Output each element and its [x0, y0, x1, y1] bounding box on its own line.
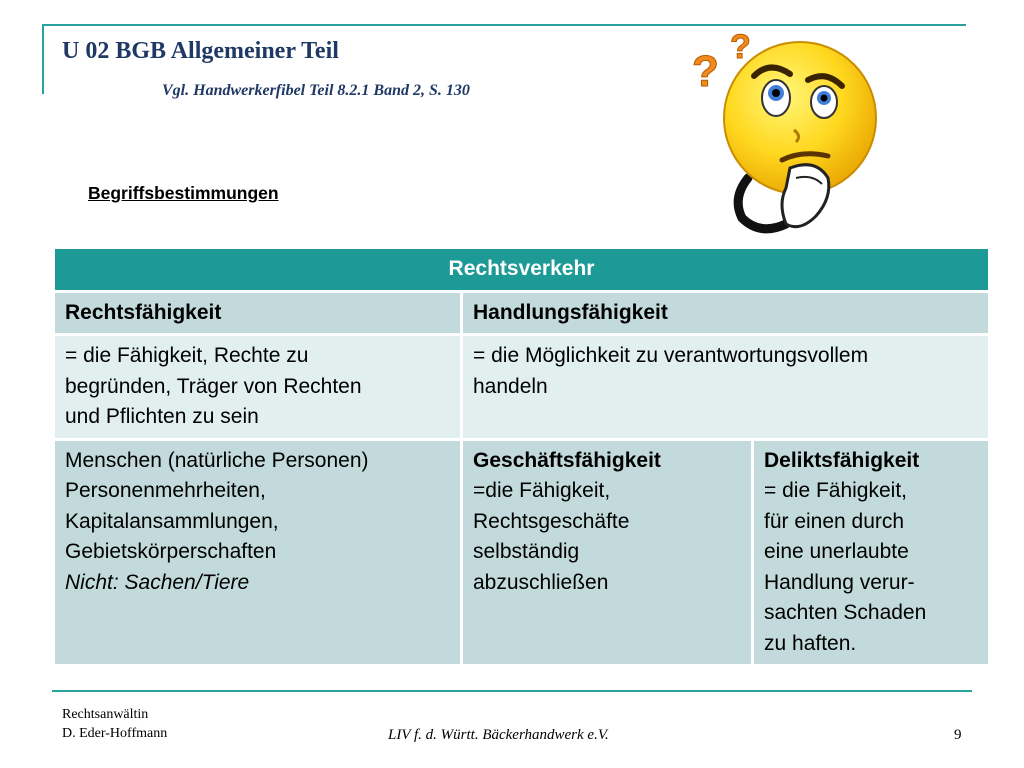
svg-text:?: ? — [730, 28, 751, 66]
definition-row — [54, 335, 990, 440]
deliktsfaehigkeit-title: Deliktsfähigkeit — [764, 448, 920, 472]
definition-handlungsfaehigkeit: = die Möglichkeit zu verantwortungsvollem handeln — [462, 335, 990, 440]
top-rule — [42, 24, 966, 26]
deliktsfaehigkeit-cell: Deliktsfähigkeit = die Fähigkeit, für einen durch eine unerlaubte Handlung verur- sachten Schaden zu haften. — [753, 439, 990, 666]
definition-rechtsfaehigkeit: = die Fähigkeit, Rechte zu begründen, Träger von Rechten und Pflichten zu sein — [54, 335, 462, 440]
footer-author: Rechtsanwältin D. Eder-Hoffmann — [62, 707, 168, 741]
heading-handlungsfaehigkeit: Handlungsfähigkeit — [462, 291, 990, 335]
slide-title: U 02 BGB Allgemeiner Teil — [62, 38, 339, 64]
slide-subtitle: Vgl. Handwerkerfibel Teil 8.2.1 Band 2, S. 130 — [162, 82, 470, 99]
rechtssubjekte-cell: Menschen (natürliche Personen) Personenmehrheiten, Kapitalansammlungen, Gebietskörperschaften Nicht: Sachen/Tiere — [54, 439, 462, 666]
geschaeftsfaehigkeit-cell: Geschäftsfähigkeit =die Fähigkeit, Rechtsgeschäfte selbständig abzuschließen — [462, 439, 753, 666]
bottom-rule — [52, 690, 972, 692]
table-subheader-row — [54, 291, 990, 335]
table-header-row — [54, 248, 990, 292]
section-heading: Begriffsbestimmungen — [88, 183, 279, 203]
svg-text:?: ? — [692, 47, 719, 96]
left-rule — [42, 24, 44, 94]
detail-row — [54, 439, 990, 666]
page-number: 9 — [954, 727, 962, 743]
heading-rechtsfaehigkeit: Rechtsfähigkeit — [54, 291, 462, 335]
concept-table — [52, 246, 991, 667]
exclusion-text: Nicht: Sachen/Tiere — [65, 570, 250, 594]
table-header-rechtsverkehr: Rechtsverkehr — [54, 248, 990, 292]
geschaeftsfaehigkeit-title: Geschäftsfähigkeit — [473, 448, 661, 472]
thinking-face-emoji-icon — [690, 28, 890, 236]
footer-organization: LIV f. d. Württ. Bäckerhandwerk e.V. — [388, 727, 609, 743]
